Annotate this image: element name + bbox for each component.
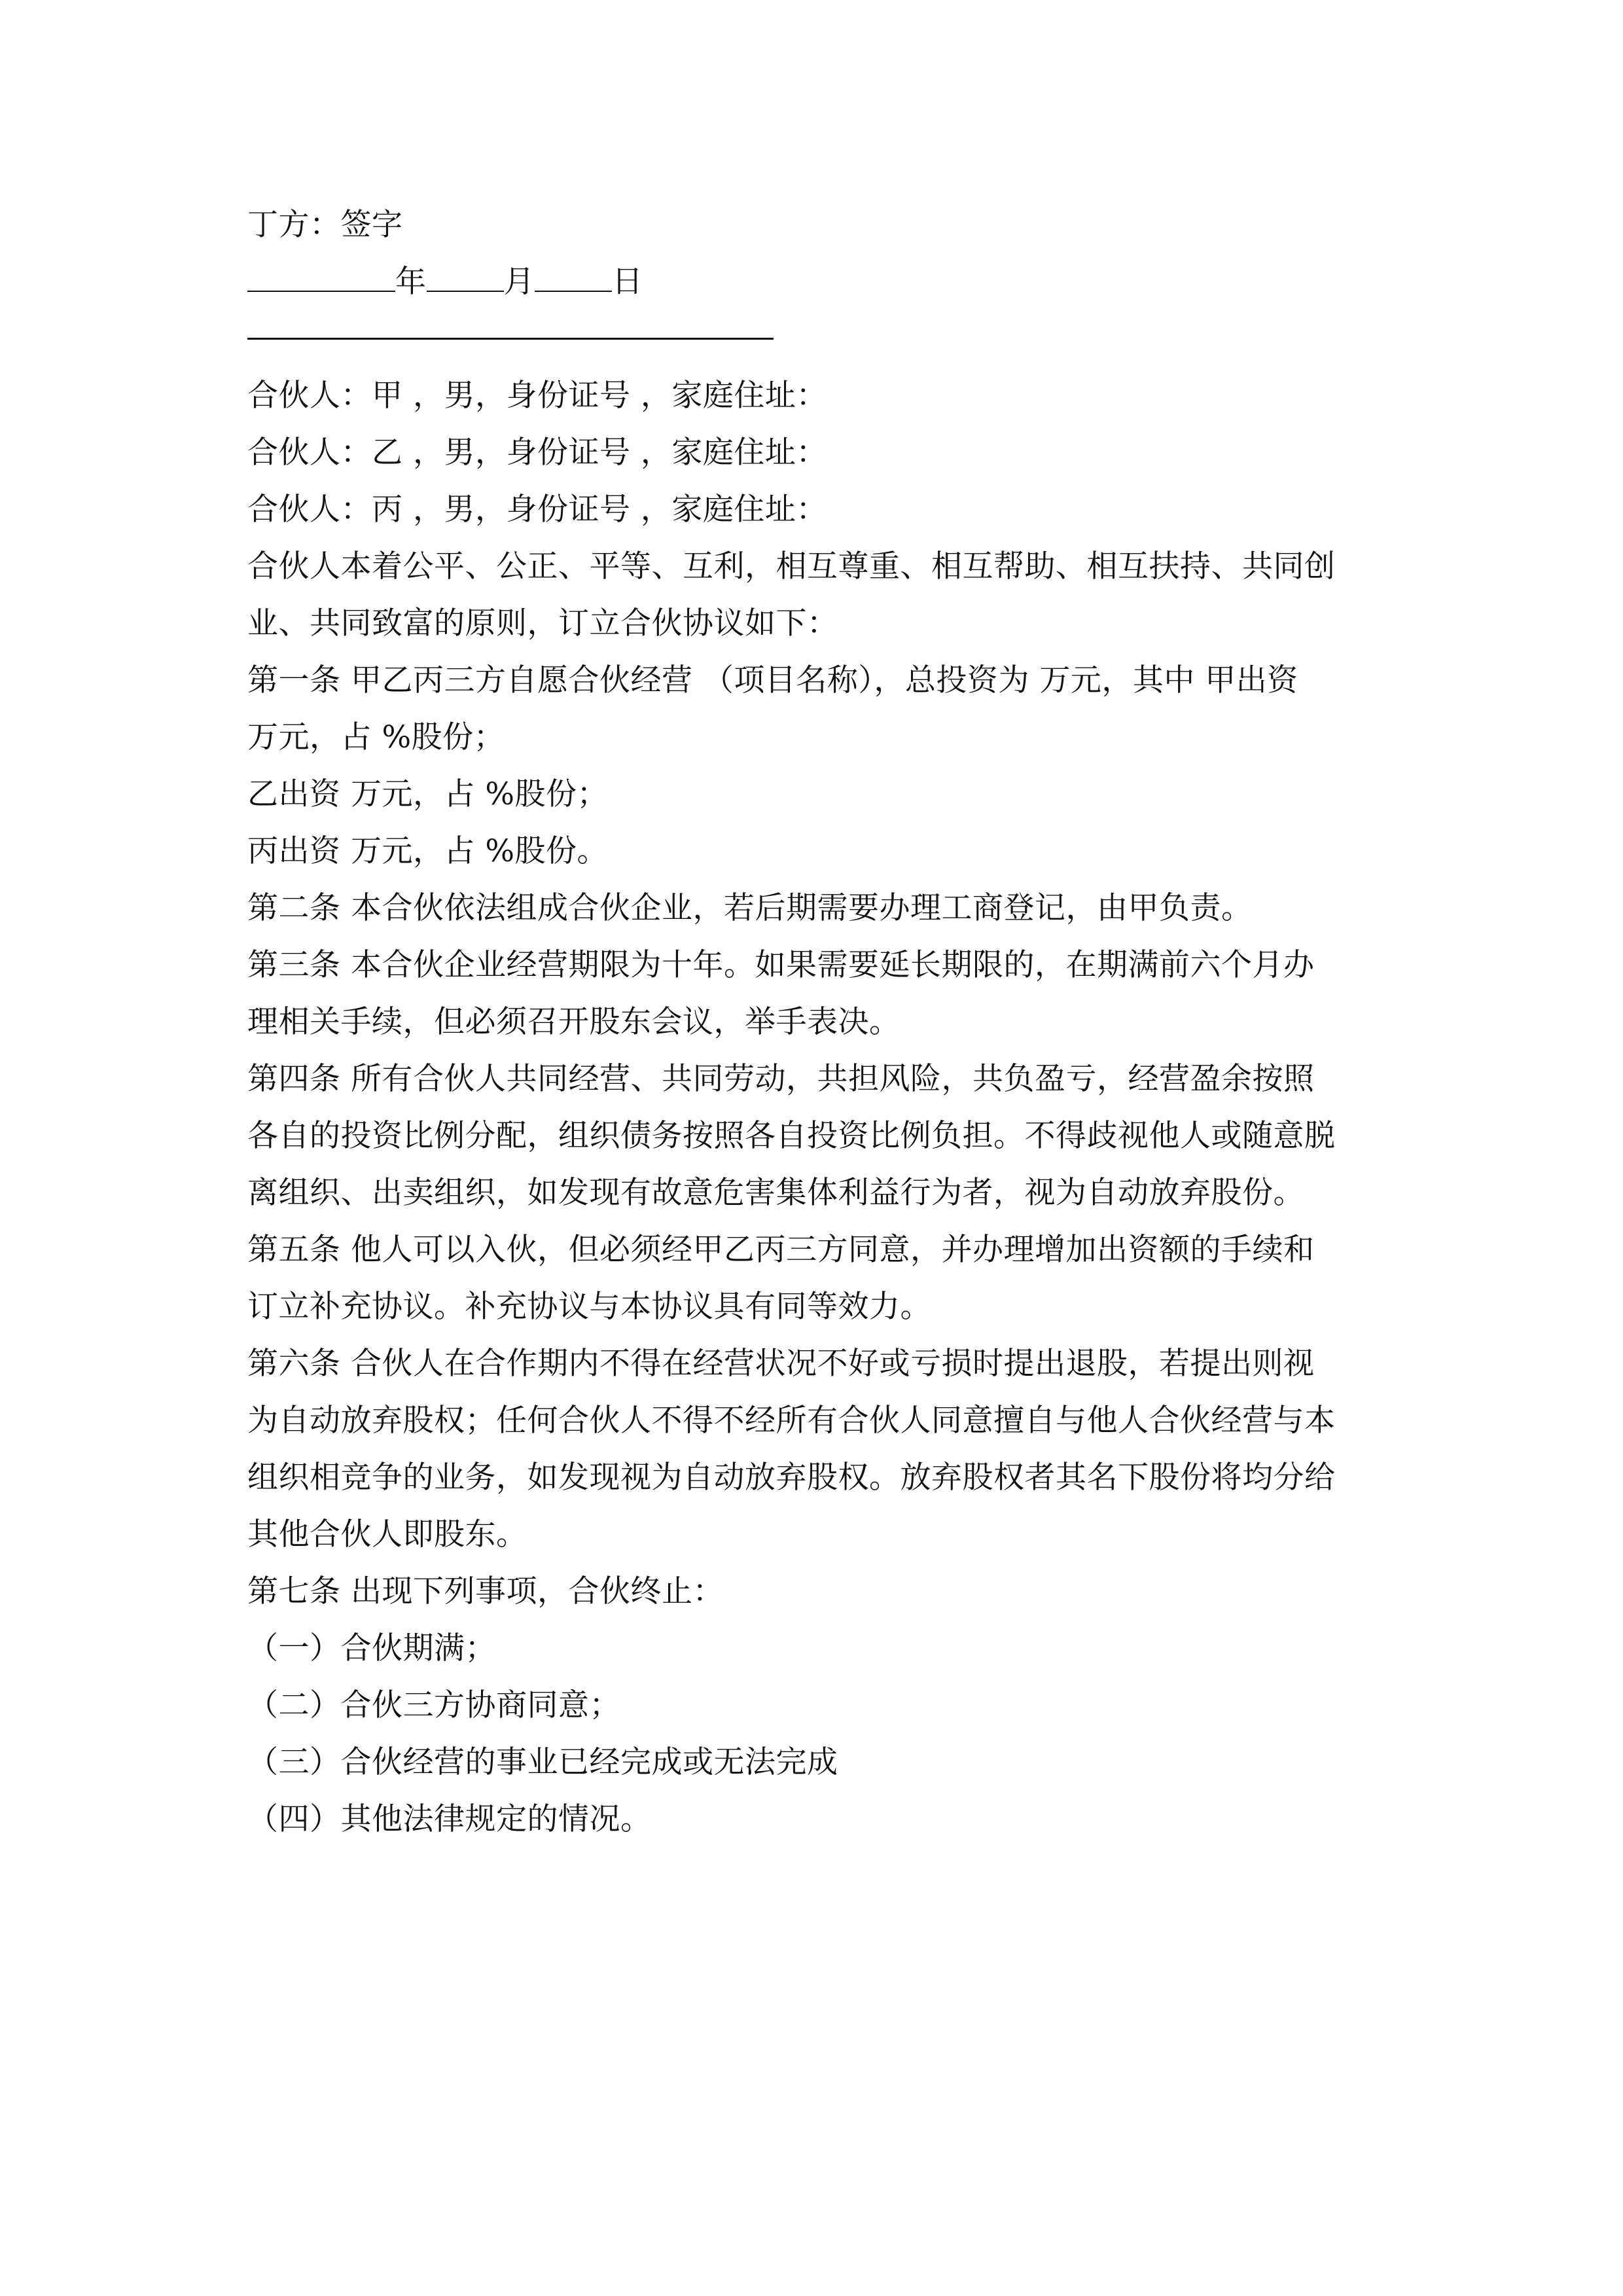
article-1-line: 第一条 甲乙丙三方自愿合伙经营 （项目名称），总投资为 万元，其中 甲出资 bbox=[247, 662, 1298, 698]
preamble-paragraph bbox=[247, 538, 1399, 652]
article-4-line: 各自的投资比例分配，组织债务按照各自投资比例负担。不得歧视他人或随意脱 bbox=[247, 1118, 1336, 1154]
article-4-line: 离组织、出卖组织，如发现有故意危害集体利益行为者，视为自动放弃股份。 bbox=[247, 1175, 1304, 1211]
article-6-line: 第六条 合伙人在合作期内不得在经营状况不好或亏损时提出退股，若提出则视 bbox=[247, 1346, 1315, 1382]
article-5-line: 订立补充协议。补充协议与本协议具有同等效力。 bbox=[247, 1289, 931, 1325]
partner-line: 合伙人：甲 ，男，身份证号 ，家庭住址： bbox=[247, 378, 827, 414]
article-4 bbox=[247, 1050, 1399, 1221]
article-6 bbox=[247, 1335, 1399, 1563]
party-d-signature-label: 丁方：签字 bbox=[247, 207, 403, 243]
article-1 bbox=[247, 652, 1399, 880]
partners-list bbox=[247, 367, 1399, 538]
article-7-item: （四）其他法律规定的情况。 bbox=[247, 1801, 652, 1837]
day-blank bbox=[535, 262, 612, 292]
article-5 bbox=[247, 1221, 1399, 1335]
article-7-heading: 第七条 出现下列事项，合伙终止： bbox=[247, 1573, 724, 1609]
partner-line: 合伙人：乙 ，男，身份证号 ，家庭住址： bbox=[247, 435, 827, 471]
preamble-line: 合伙人本着公平、公正、平等、互利，相互尊重、相互帮助、相互扶持、共同创 bbox=[247, 548, 1336, 584]
article-5-line: 第五条 他人可以入伙，但必须经甲乙丙三方同意，并办理增加出资额的手续和 bbox=[247, 1232, 1315, 1268]
month-label: 月 bbox=[503, 264, 535, 300]
divider-line bbox=[247, 338, 774, 340]
article-3-line: 第三条 本合伙企业经营期限为十年。如果需要延长期限的，在期满前六个月办 bbox=[247, 947, 1315, 983]
article-1-line: 乙出资 万元，占 %股份； bbox=[247, 776, 609, 812]
article-2 bbox=[247, 880, 1399, 937]
article-3 bbox=[247, 937, 1399, 1050]
month-blank bbox=[427, 262, 504, 292]
partner-line: 合伙人：丙 ，男，身份证号 ，家庭住址： bbox=[247, 492, 827, 528]
article-6-line: 组织相竞争的业务，如发现视为自动放弃股权。放弃股权者其名下股份将均分给 bbox=[247, 1460, 1336, 1496]
article-6-line: 其他合伙人即股东。 bbox=[247, 1516, 527, 1552]
article-7 bbox=[247, 1563, 1399, 1848]
article-7-item: （二）合伙三方协商同意； bbox=[247, 1687, 620, 1723]
document-body bbox=[247, 196, 1399, 1848]
day-label: 日 bbox=[612, 264, 643, 300]
article-1-line: 万元，占 %股份； bbox=[247, 719, 505, 755]
signature-date-line bbox=[247, 253, 1399, 310]
article-6-line: 为自动放弃股权；任何合伙人不得不经所有合伙人同意擅自与他人合伙经营与本 bbox=[247, 1403, 1336, 1439]
article-3-line: 理相关手续，但必须召开股东会议，举手表决。 bbox=[247, 1004, 901, 1040]
article-7-item: （三）合伙经营的事业已经完成或无法完成 bbox=[247, 1744, 838, 1780]
article-2-line: 第二条 本合伙依法组成合伙企业，若后期需要办理工商登记，由甲负责。 bbox=[247, 890, 1253, 926]
article-1-line: 丙出资 万元，占 %股份。 bbox=[247, 833, 609, 869]
section-divider bbox=[247, 310, 1399, 367]
article-4-line: 第四条 所有合伙人共同经营、共同劳动，共担风险，共负盈亏，经营盈余按照 bbox=[247, 1061, 1315, 1097]
year-label: 年 bbox=[395, 264, 427, 300]
year-blank bbox=[247, 262, 395, 292]
preamble-line: 业、共同致富的原则，订立合伙协议如下： bbox=[247, 605, 838, 641]
article-7-item: （一）合伙期满； bbox=[247, 1630, 496, 1666]
